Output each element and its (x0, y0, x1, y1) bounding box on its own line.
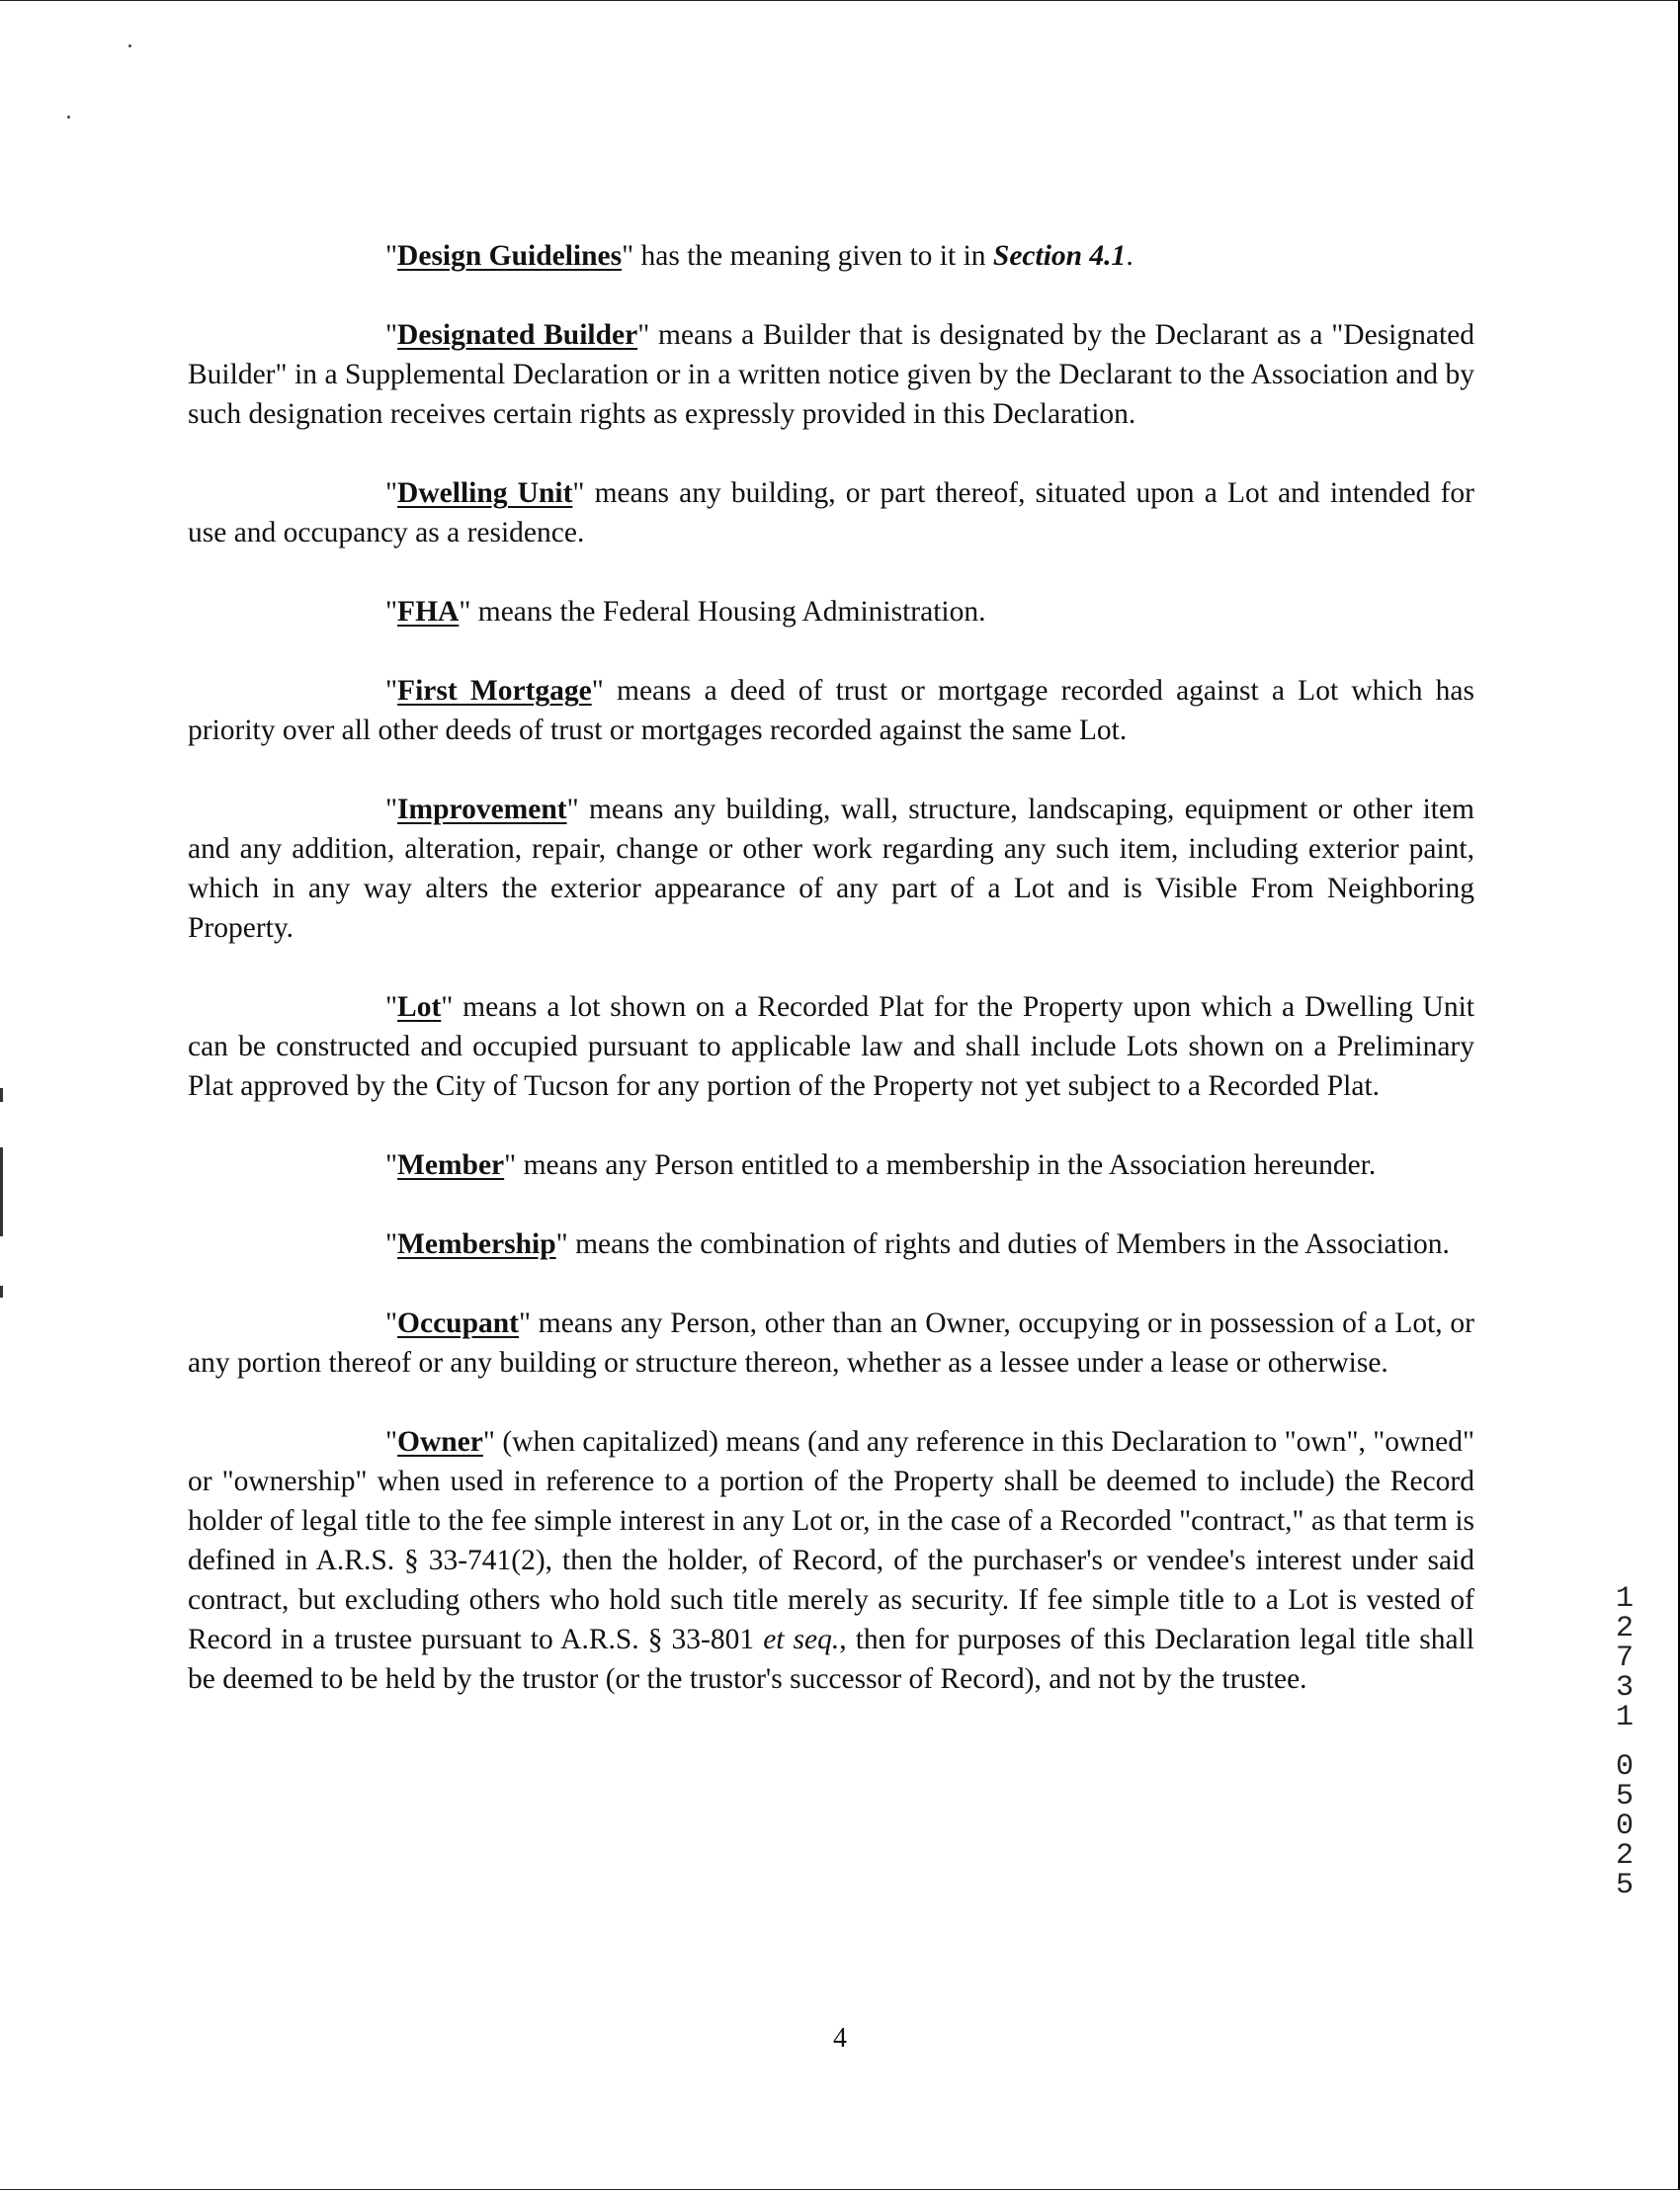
stamp-digit: 7 (1615, 1642, 1634, 1675)
term-owner: Owner (397, 1426, 483, 1458)
definition-dwelling-unit: "Dwelling Unit" means any building, or part thereof, situated upon a Lot and intended for use and occupancy as a residence. (188, 477, 1474, 548)
stamp-digit: 1 (1615, 1582, 1634, 1616)
et-seq: et seq. (763, 1624, 840, 1655)
section-reference: Section 4.1 (992, 240, 1127, 272)
stamp-digit: 2 (1615, 1839, 1634, 1873)
definition-owner: "Owner" (when capitalized) means (and any reference in this Declaration to "own", "owned" or "ownership" when used in reference to a portion of the Property shall be deemed to include) the Record holder of legal title to the fee simple interest in any Lot or, in the case of a Recorded "contract," as that term is defined in A.R.S. § 33-741(2), then the holder, of Record, of the purchaser's or vendee's interest under said contract, but excluding others who hold such title merely as security. If fee simple title to a Lot is vested of Record in a trustee pursuant to A.R.S. § 33-801 et seq., then for purposes of this Declaration legal title shall be deemed to be held by the trustor (or the trustor's successor of Record), and not by the trustee. (188, 1426, 1474, 1695)
term-member: Member (397, 1149, 505, 1181)
recording-stamp (1605, 1584, 1644, 1900)
definitions-body (188, 236, 1474, 1738)
term-first-mortgage: First Mortgage (397, 675, 592, 707)
term-lot: Lot (397, 991, 442, 1023)
term-fha: FHA (397, 596, 460, 628)
stamp-digit: 0 (1615, 1810, 1634, 1843)
scan-speck (67, 116, 70, 119)
definition-lot: "Lot" means a lot shown on a Recorded Plat for the Property upon which a Dwelling Unit can be constructed and occupied pursuant to applicable law and shall include Lots shown on a Preliminary Plat approved by the City of Tucson for any portion of the Property not yet subject to a Recorded Plat. (188, 991, 1474, 1102)
stamp-digit: 2 (1615, 1612, 1634, 1645)
stamp-digit: 3 (1615, 1671, 1634, 1705)
definition-fha: "FHA" means the Federal Housing Administration. (385, 596, 986, 628)
stamp-bottom (1605, 1752, 1644, 1900)
definition-membership: "Membership" means the combination of rights and duties of Members in the Association. (385, 1228, 1450, 1260)
definition-first-mortgage: "First Mortgage" means a deed of trust or mortgage recorded against a Lot which has priority over all other deeds of trust or mortgages recorded against the same Lot. (188, 675, 1474, 746)
term-improvement: Improvement (397, 794, 567, 825)
scan-speck (128, 44, 131, 47)
scan-edge-mark (0, 1286, 3, 1298)
term-dwelling-unit: Dwelling Unit (397, 477, 573, 509)
scan-edge-mark (0, 1088, 3, 1102)
definition-improvement: "Improvement" means any building, wall, structure, landscaping, equipment or other item and any addition, alteration, repair, change or other work regarding any such item, including exterior paint, which in any way alters the exterior appearance of any part of a Lot and is Visible From Neighboring Property. (188, 794, 1474, 944)
scan-edge-mark (0, 1147, 3, 1236)
stamp-digit: 1 (1615, 1701, 1634, 1734)
term-membership: Membership (397, 1228, 556, 1260)
term-designated-builder: Designated Builder (397, 319, 638, 351)
definition-member: "Member" means any Person entitled to a membership in the Association hereunder. (385, 1149, 1377, 1181)
definition-occupant: "Occupant" means any Person, other than an Owner, occupying or in possession of a Lot, or any portion thereof or any building or structure thereon, whether as a lessee under a lease or otherwise. (188, 1307, 1474, 1379)
stamp-top (1605, 1584, 1644, 1732)
definition-designated-builder: "Designated Builder" means a Builder that is designated by the Declarant as a "Designated Builder" in a Supplemental Declaration or in a written notice given by the Declarant to the Association and by such designation receives certain rights as expressly provided in this Declaration. (188, 319, 1474, 430)
stamp-digit: 5 (1615, 1780, 1634, 1813)
term-occupant: Occupant (397, 1307, 519, 1339)
stamp-digit: 0 (1615, 1750, 1634, 1784)
definition-design-guidelines: "Design Guidelines" has the meaning given to it in Section 4.1. (385, 240, 1134, 272)
page-number: 4 (833, 2023, 847, 2054)
stamp-digit: 5 (1615, 1869, 1634, 1902)
term-design-guidelines: Design Guidelines (397, 240, 623, 272)
